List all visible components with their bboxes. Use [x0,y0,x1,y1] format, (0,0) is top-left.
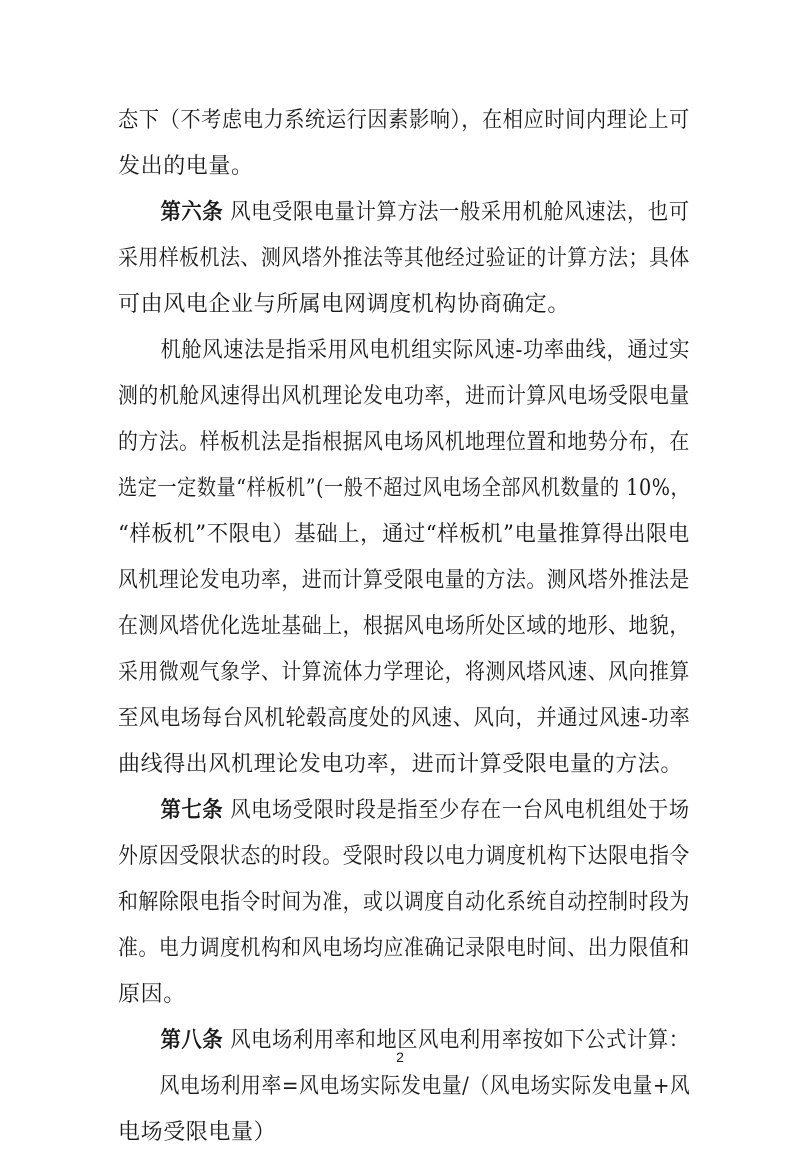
body-line: 的方法。样板机法是指根据风电场风机地理位置和地势分布，在 [118,430,690,455]
body-text: 风电受限电量计算方法一般采用机舱风速法，也可 [230,200,690,225]
body-line: 在测风塔优化选址基础上，根据风电场所处区域的地形、地貌， [118,614,690,639]
body-line: 采用微观气象学、计算流体力学理论，将测风塔风速、风向推算 [118,660,690,685]
body-line: 机舱风速法是指采用风电机组实际风速-功率曲线，通过实 [160,338,691,363]
article-7-line [118,788,690,834]
body-line: 外原因受限状态的时段。受限时段以电力调度机构下达限电指令 [118,844,690,869]
body-line: 和解除限电指令时间为准，或以调度自动化系统自动控制时段为 [118,890,690,915]
body-line: 风机理论发电功率，进而计算受限电量的方法。测风塔外推法是 [118,568,690,593]
body-line: 发出的电量。 [118,154,254,179]
body-line: 至风电场每台风机轮毂高度处的风速、风向，并通过风速-功率 [118,706,691,731]
body-text: 风电场受限时段是指至少存在一台风电机组处于场 [230,798,690,823]
body-line: “样板机”不限电）基础上，通过“样板机”电量推算得出限电 [118,522,690,547]
article-8-heading: 第八条 [160,1028,224,1053]
body-line: 曲线得出风机理论发电功率，进而计算受限电量的方法。 [118,752,684,777]
body-line: 态下（不考虑电力系统运行因素影响），在相应时间内理论上可 [118,108,690,133]
body-text: 风电场利用率和地区风电利用率按如下公式计算： [230,1028,690,1053]
article-7-heading: 第七条 [160,798,224,823]
page-number: 2 [396,1049,404,1065]
body-line: 测的机舱风速得出风机理论发电功率，进而计算风电场受限电量 [118,384,690,409]
body-line: 可由风电企业与所属电网调度机构协商确定。 [118,292,571,317]
article-6-heading: 第六条 [160,200,224,225]
document-body [118,98,690,1156]
body-line: 选定一定数量“样板机”(一般不超过风电场全部风机数量的 10%， [118,476,691,501]
body-line: 原因。 [118,982,186,1007]
body-line: 采用样板机法、测风塔外推法等其他经过验证的计算方法；具体 [118,246,690,271]
body-line: 准。电力调度机构和风电场均应准确记录限电时间、出力限值和 [118,936,690,961]
article-6-line [118,190,690,236]
formula-line: 电场受限电量） [118,1120,277,1145]
formula-line: 风电场利用率=风电场实际发电量/（风电场实际发电量+风 [159,1074,691,1099]
